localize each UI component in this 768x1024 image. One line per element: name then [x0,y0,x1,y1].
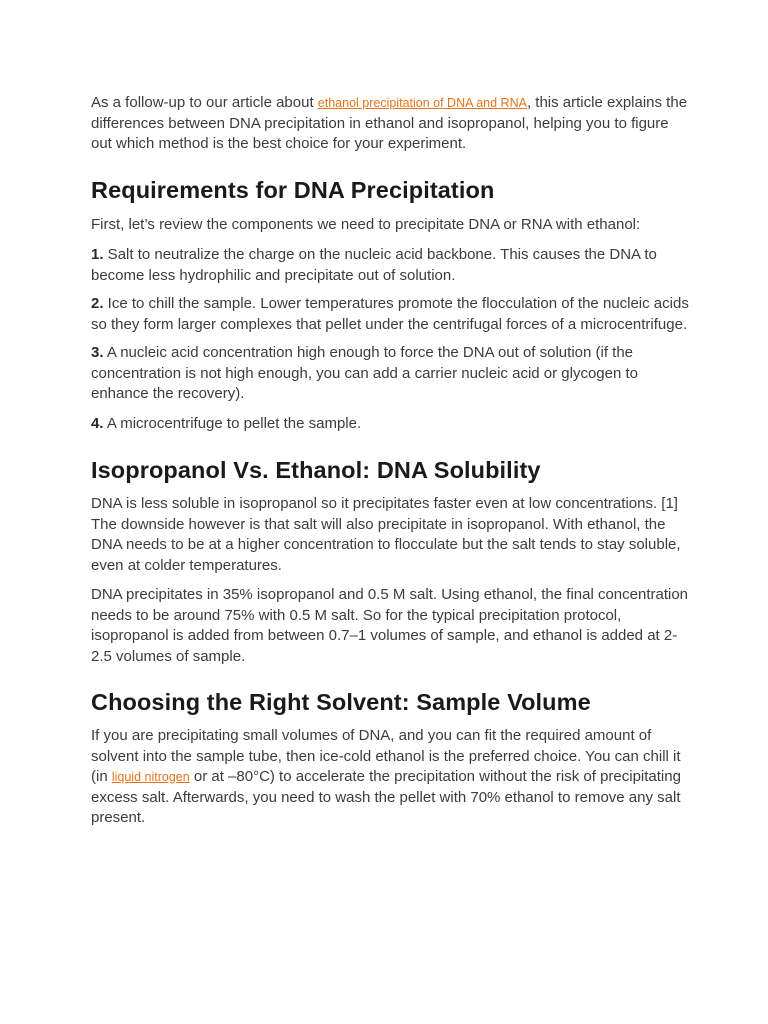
requirements-lead-paragraph: First, let’s review the components we need to precipitate DNA or RNA with ethanol: [91,215,641,233]
item-text: Ice to chill the sample. Lower temperatures promote the flocculation of the nucleic acids so they form larger complexes that pellet under the centrifugal forces of a microcentrifuge. [91,295,689,333]
item-text: A microcentrifuge to pellet the sample. [103,414,362,432]
sample-volume-paragraph [91,726,691,829]
ethanol-precipitation-link[interactable]: ethanol precipitation of DNA and RNA [317,96,527,110]
intro-text-after-link: , this article explains the differences between DNA precipitation in ethanol and isopropanol, helping you to figure out which method is the best choice for your experiment. [91,94,688,152]
article-body [91,93,691,829]
item-text: Salt to neutralize the charge on the nucleic acid backbone. This causes the DNA to become less hydrophilic and precipitate out of solution. [91,246,657,284]
solubility-paragraph-1: DNA is less soluble in isopropanol so it precipitates faster even at low concentrations. [1] The downside however is that salt will also precipitate in isopropanol. With ethanol, the DNA needs to be at a higher concentration to flocculate but the salt tends to stay soluble, even at colder temperatures. [91,495,681,574]
volume-text-before-link: If you are precipitating small volumes of DNA, and you can fit the required amount of solvent into the sample tube, then ice-cold ethanol is the preferred choice. You can chill it (in [91,727,681,785]
requirement-item-4 [91,414,691,435]
liquid-nitrogen-link[interactable]: liquid nitrogen [111,770,190,784]
item-text: A nucleic acid concentration high enough to force the DNA out of solution (if the concentration is not high enough, you can add a carrier nucleic acid or glycogen to enhance the recovery). [91,344,639,402]
item-number: 1. [91,246,104,263]
intro-paragraph [91,93,691,155]
item-number: 3. [91,344,104,361]
intro-text-before-link: As a follow-up to our article about [91,94,318,111]
volume-text-after-link: or at –80°C) to accelerate the precipitation without the risk of precipitating excess salt. Afterwards, you need to wash the pellet with 70% ethanol to remove any salt present. [91,768,681,826]
item-number: 4. [91,414,104,432]
item-number: 2. [91,295,104,312]
requirement-item-2 [91,294,691,335]
heading-sample-volume: Choosing the Right Solvent: Sample Volume [91,689,591,715]
requirement-item-3 [91,343,691,405]
requirement-item-1 [91,245,691,286]
heading-requirements: Requirements for DNA Precipitation [91,176,495,203]
solubility-paragraph-2: DNA precipitates in 35% isopropanol and 0.5 M salt. Using ethanol, the final concentration needs to be around 75% with 0.5 M salt. So for the typical precipitation protocol, isopropanol is added from between 0.7–1 volumes of sample, and ethanol is added at 2-2.5 volumes of sample. [91,586,689,665]
heading-solubility: Isopropanol Vs. Ethanol: DNA Solubility [91,457,541,483]
